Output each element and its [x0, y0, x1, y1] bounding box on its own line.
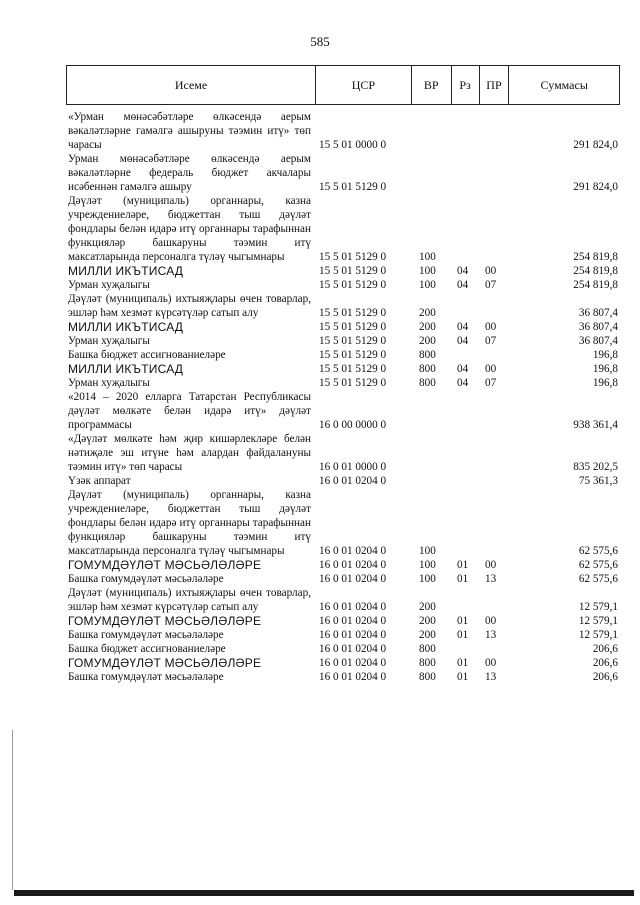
cell-vr: 100 — [419, 559, 436, 571]
cell-sum: 75 361,3 — [578, 475, 618, 487]
cell-rz: 01 — [457, 559, 469, 571]
cell-rz: 04 — [457, 363, 469, 375]
cell-vr: 100 — [419, 265, 436, 277]
cell-name: «Дәүләт мөлкәте һәм җир кишәрлекләре белән нәтиҗәле эш итүне һәм алардан файдалануны тәэмин итү» төп чарасы — [68, 433, 311, 473]
header-name: Исеме — [67, 66, 316, 104]
cell-sum: 206,6 — [592, 671, 618, 683]
cell-sum: 36 807,4 — [578, 335, 618, 347]
cell-csr: 15 5 01 5129 0 — [319, 265, 387, 277]
table-row — [68, 670, 618, 684]
cell-rz: 04 — [457, 377, 469, 389]
table-row — [68, 488, 618, 558]
cell-rz: 04 — [457, 279, 469, 291]
table-row — [68, 320, 618, 334]
cell-csr: 16 0 01 0204 0 — [319, 601, 387, 613]
cell-rz: 01 — [457, 615, 469, 627]
cell-name: Үзәк аппарат — [68, 475, 131, 487]
header-csr: ЦСР — [316, 66, 412, 104]
cell-sum: 291 824,0 — [573, 181, 618, 193]
cell-pr: 13 — [485, 629, 497, 641]
table-row — [68, 432, 618, 474]
cell-pr: 00 — [485, 363, 497, 375]
cell-name: Башка бюджет ассигнованиеләре — [68, 643, 226, 655]
cell-vr: 100 — [419, 573, 436, 585]
cell-vr: 200 — [419, 307, 436, 319]
cell-csr: 15 5 01 5129 0 — [319, 335, 387, 347]
cell-sum: 12 579,1 — [578, 615, 618, 627]
cell-name: Урман хуҗалыгы — [68, 279, 150, 291]
header-pr: ПР — [480, 66, 510, 104]
cell-name: Башка гомумдәүләт мәсьәләләре — [68, 573, 224, 585]
cell-name: Урман хуҗалыгы — [68, 377, 150, 389]
cell-vr: 100 — [419, 251, 436, 263]
cell-csr: 16 0 01 0204 0 — [319, 475, 387, 487]
cell-sum: 62 575,6 — [578, 545, 618, 557]
table-row — [68, 586, 618, 614]
cell-vr: 800 — [419, 643, 436, 655]
cell-name: ГОМУМДӘҮЛӘТ МӘСЬӘЛӘЛӘРЕ — [68, 558, 262, 572]
cell-pr: 00 — [485, 265, 497, 277]
cell-name: Урман мөнәсәбәтләре өлкәсендә аерым вәкаләтләрне федераль бюджет акчалары исәбеннән гамәлгә ашыру — [68, 153, 311, 193]
cell-vr: 800 — [419, 377, 436, 389]
cell-csr: 15 5 01 5129 0 — [319, 279, 387, 291]
cell-rz: 04 — [457, 265, 469, 277]
cell-csr: 15 5 01 0000 0 — [319, 139, 387, 151]
cell-sum: 206,6 — [592, 643, 618, 655]
cell-vr: 200 — [419, 335, 436, 347]
cell-sum: 12 579,1 — [578, 629, 618, 641]
cell-name: МИЛЛИ ИКЪТИСАД — [68, 320, 184, 334]
cell-vr: 800 — [419, 671, 436, 683]
table-row — [68, 110, 618, 152]
cell-sum: 254 819,8 — [573, 279, 618, 291]
cell-csr: 16 0 01 0204 0 — [319, 559, 387, 571]
table-header — [66, 65, 620, 105]
cell-sum: 36 807,4 — [578, 307, 618, 319]
table-row — [68, 628, 618, 642]
cell-csr: 16 0 00 0000 0 — [319, 419, 387, 431]
cell-csr: 16 0 01 0204 0 — [319, 573, 387, 585]
cell-sum: 196,8 — [592, 363, 618, 375]
cell-sum: 835 202,5 — [573, 461, 618, 473]
table-row — [68, 152, 618, 194]
cell-name: Башка гомумдәүләт мәсьәләләре — [68, 629, 224, 641]
cell-vr: 200 — [419, 629, 436, 641]
table-row — [68, 264, 618, 278]
table-row — [68, 278, 618, 292]
cell-name: «2014 – 2020 елларга Татарстан Республикасы дәүләт мөлкәте белән идарә итү» дәүләт программасы — [68, 391, 311, 431]
cell-csr: 15 5 01 5129 0 — [319, 251, 387, 263]
cell-vr: 800 — [419, 363, 436, 375]
cell-csr: 16 0 01 0204 0 — [319, 643, 387, 655]
table-row — [68, 334, 618, 348]
cell-csr: 15 5 01 5129 0 — [319, 349, 387, 361]
cell-rz: 04 — [457, 335, 469, 347]
table-row — [68, 194, 618, 264]
cell-name: МИЛЛИ ИКЪТИСАД — [68, 264, 184, 278]
cell-pr: 00 — [485, 657, 497, 669]
cell-vr: 200 — [419, 601, 436, 613]
table-row — [68, 656, 618, 670]
scan-bottom-edge — [14, 890, 634, 896]
cell-rz: 04 — [457, 321, 469, 333]
cell-sum: 254 819,8 — [573, 265, 618, 277]
cell-sum: 36 807,4 — [578, 321, 618, 333]
table-row — [68, 292, 618, 320]
cell-vr: 100 — [419, 279, 436, 291]
cell-name: «Урман мөнәсәбәтләре өлкәсендә аерым вәкаләтләрне гамәлгә ашыруны тәэмин итү» төп чарасы — [68, 111, 311, 151]
cell-csr: 15 5 01 5129 0 — [319, 363, 387, 375]
cell-csr: 16 0 01 0204 0 — [319, 629, 387, 641]
cell-pr: 07 — [485, 279, 497, 291]
cell-vr: 200 — [419, 615, 436, 627]
cell-csr: 15 5 01 5129 0 — [319, 307, 387, 319]
cell-rz: 01 — [457, 573, 469, 585]
cell-csr: 16 0 01 0204 0 — [319, 545, 387, 557]
table-row — [68, 558, 618, 572]
cell-rz: 01 — [457, 629, 469, 641]
cell-csr: 16 0 01 0204 0 — [319, 657, 387, 669]
cell-pr: 07 — [485, 335, 497, 347]
table-body — [68, 110, 618, 684]
cell-name: ГОМУМДӘҮЛӘТ МӘСЬӘЛӘЛӘРЕ — [68, 614, 262, 628]
cell-name: Урман хуҗалыгы — [68, 335, 150, 347]
table-row — [68, 642, 618, 656]
cell-name: Дәүләт (муниципаль) ихтыяҗлары өчен товарлар, эшләр һәм хезмәт күрсәтүләр сатып алу — [68, 587, 311, 613]
header-sum: Суммасы — [540, 77, 588, 92]
cell-csr: 16 0 01 0204 0 — [319, 615, 387, 627]
cell-name: Башка бюджет ассигнованиеләре — [68, 349, 226, 361]
cell-sum: 291 824,0 — [573, 139, 618, 151]
cell-sum: 254 819,8 — [573, 251, 618, 263]
table-row — [68, 362, 618, 376]
cell-name: МИЛЛИ ИКЪТИСАД — [68, 362, 184, 376]
cell-vr: 100 — [419, 545, 436, 557]
scan-margin-line — [12, 730, 13, 890]
cell-csr: 15 5 01 5129 0 — [319, 321, 387, 333]
cell-csr: 15 5 01 5129 0 — [319, 181, 387, 193]
cell-sum: 62 575,6 — [578, 559, 618, 571]
table-row — [68, 474, 618, 488]
cell-sum: 196,8 — [592, 349, 618, 361]
cell-vr: 800 — [419, 349, 436, 361]
cell-name: Дәүләт (муниципаль) органнары, казна учреждениеләре, бюджеттан тыш дәүләт фондлары белән идарә итү органнары тарафыннан функцияләр башкаруны тәэмин итү максатларында персоналга түләү чыгымнары — [68, 489, 311, 557]
cell-pr: 13 — [485, 671, 497, 683]
cell-sum: 62 575,6 — [578, 573, 618, 585]
cell-vr: 200 — [419, 321, 436, 333]
cell-sum: 196,8 — [592, 377, 618, 389]
cell-name: Дәүләт (муниципаль) ихтыяҗлары өчен товарлар, эшләр һәм хезмәт күрсәтүләр сатып алу — [68, 293, 311, 319]
cell-csr: 15 5 01 5129 0 — [319, 377, 387, 389]
table-row — [68, 348, 618, 362]
table-row — [68, 572, 618, 586]
page-number: 585 — [310, 34, 330, 49]
cell-csr: 16 0 01 0204 0 — [319, 671, 387, 683]
cell-rz: 01 — [457, 671, 469, 683]
table-row — [68, 390, 618, 432]
cell-sum: 12 579,1 — [578, 601, 618, 613]
header-vr: ВР — [412, 66, 452, 104]
table-row — [68, 376, 618, 390]
table-row — [68, 614, 618, 628]
cell-pr: 00 — [485, 559, 497, 571]
cell-pr: 07 — [485, 377, 497, 389]
cell-csr: 16 0 01 0000 0 — [319, 461, 387, 473]
cell-pr: 00 — [485, 615, 497, 627]
cell-vr: 800 — [419, 657, 436, 669]
cell-name: Дәүләт (муниципаль) органнары, казна учреждениеләре, бюджеттан тыш дәүләт фондлары белән идарә итү органнары тарафыннан функцияләр башкаруны тәэмин итү максатларында персоналга түләү чыгымнары — [68, 195, 311, 263]
cell-sum: 206,6 — [592, 657, 618, 669]
cell-name: ГОМУМДӘҮЛӘТ МӘСЬӘЛӘЛӘРЕ — [68, 656, 262, 670]
cell-sum: 938 361,4 — [573, 419, 618, 431]
cell-pr: 00 — [485, 321, 497, 333]
cell-rz: 01 — [457, 657, 469, 669]
cell-pr: 13 — [485, 573, 497, 585]
header-rz: Рз — [452, 66, 480, 104]
cell-name: Башка гомумдәүләт мәсьәләләре — [68, 671, 224, 683]
